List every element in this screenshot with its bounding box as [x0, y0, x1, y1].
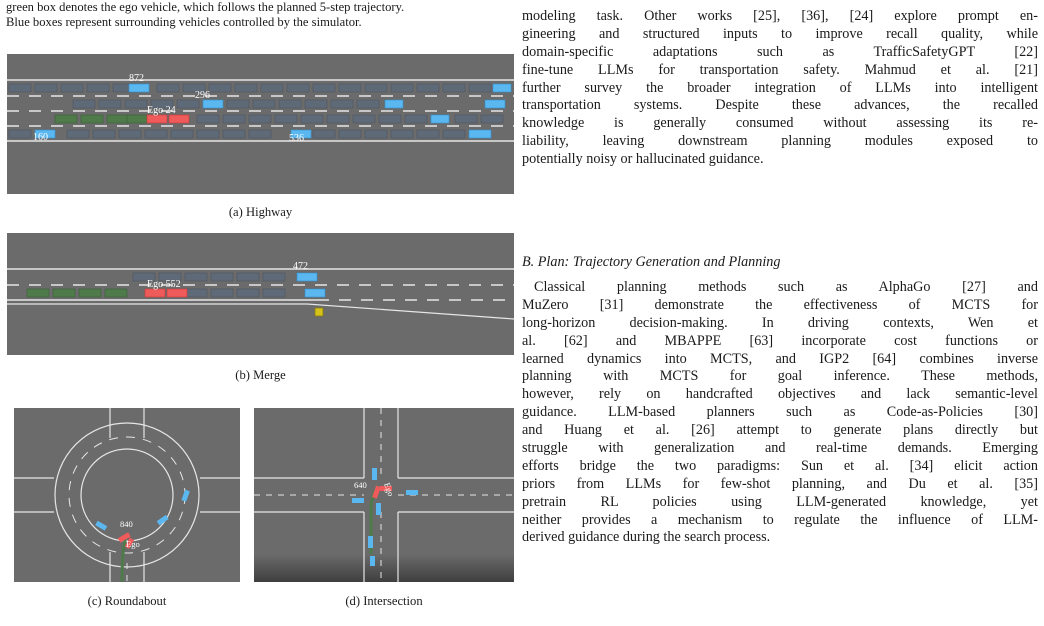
subfigure-caption: (d) Intersection [345, 594, 423, 608]
text-line: learned dynamics into MCTS, and IGP2 [64] combines inverse [522, 350, 1038, 367]
text-line: efforts bridge the two paradigms: Sun et al. [34] elicit action [522, 457, 1038, 474]
body-text-plan [522, 279, 1038, 547]
subfigure-caption: (c) Roundabout [87, 594, 167, 608]
text-line: derived guidance during the search process. [522, 529, 771, 546]
vehicle-label: 640 [354, 480, 367, 490]
vehicle-label: 536 [289, 133, 304, 144]
text-line: planning with MCTS for goal inference. These methods, [522, 368, 1038, 385]
caption-line: Blue boxes represent surrounding vehicles controlled by the simulator. [6, 15, 362, 29]
text-line: priors from LLMs for few-shot planning, and Du et al. [35] [522, 475, 1038, 492]
vehicle-label: 160 [33, 132, 48, 143]
text-line: however, rely on handcrafted objectives and lack semantic-level [522, 386, 1038, 403]
text-line: al. [62] and MBAPPE [63] incorporate cost functions or [522, 332, 1038, 349]
ego-label: Ego 24 [147, 105, 176, 116]
highway-figure [7, 54, 514, 194]
text-line: gineering and structured inputs to improve recall quality, while [522, 25, 1038, 42]
text-line: domain-specific adaptations such as TrafficSafetyGPT [22] [522, 43, 1038, 60]
text-line: further survey the broader integration of LLMs into intelligent [522, 79, 1038, 96]
merge-figure [7, 233, 514, 355]
text-line: potentially noisy or hallucinated guidance. [522, 151, 764, 168]
figure-caption-continued [6, 0, 514, 30]
text-line: modeling task. Other works [25], [36], [24] explore prompt en- [522, 8, 1038, 24]
text-line: and Huang et al. [26] attempt to generate plans directly but [522, 422, 1038, 439]
roundabout-scene [14, 408, 240, 582]
text-line: neither provides a mechanism to regulate the influence of LLM- [522, 511, 1038, 528]
text-line: knowledge is generally consumed without assessing its re- [522, 115, 1038, 132]
ego-label: Ego 552 [147, 279, 181, 290]
vehicle-label: 840 [120, 519, 133, 529]
section-heading: B. Plan: Trajectory Generation and Planning [522, 254, 781, 270]
vehicle-label: 296 [195, 90, 210, 101]
text-line: long-horizon decision-making. In driving contexts, Wen et [522, 314, 1038, 331]
highway-scene [7, 54, 514, 194]
text-line: fine-tune LLMs for transportation safety. Mahmud et al. [21] [522, 61, 1038, 78]
text-line: struggle with generalization and real-time demands. Emerging [522, 440, 1038, 457]
merge-scene [7, 233, 514, 355]
intersection-scene [254, 408, 514, 582]
subfigure-caption: (a) Highway [228, 205, 293, 219]
subfigure-caption: (b) Merge [235, 368, 286, 382]
text-line: guidance. LLM-based planners such as Code-as-Policies [30] [522, 404, 1038, 421]
text-line: MuZero [31] demonstrate the effectiveness of MCTS for [522, 296, 1038, 313]
intersection-figure [254, 408, 514, 582]
text-line: liability, leaving downstream planning modules exposed to [522, 133, 1038, 150]
roundabout-figure [14, 408, 240, 582]
text-line: transportation systems. Despite these advances, the recalled [522, 97, 1038, 114]
vehicle-label: 872 [129, 73, 144, 84]
vehicle-label: 472 [293, 261, 308, 272]
ego-label: Ego [382, 481, 397, 498]
caption-line: green box denotes the ego vehicle, which follows the planned 5-step trajectory. [6, 0, 405, 14]
ego-label: Ego [126, 539, 140, 549]
body-text-intro [522, 8, 1038, 169]
text-line: pretrain RL policies using LLM-generated knowledge, yet [522, 493, 1038, 510]
text-line: Classical planning methods such as AlphaGo [27] and [534, 279, 1038, 295]
